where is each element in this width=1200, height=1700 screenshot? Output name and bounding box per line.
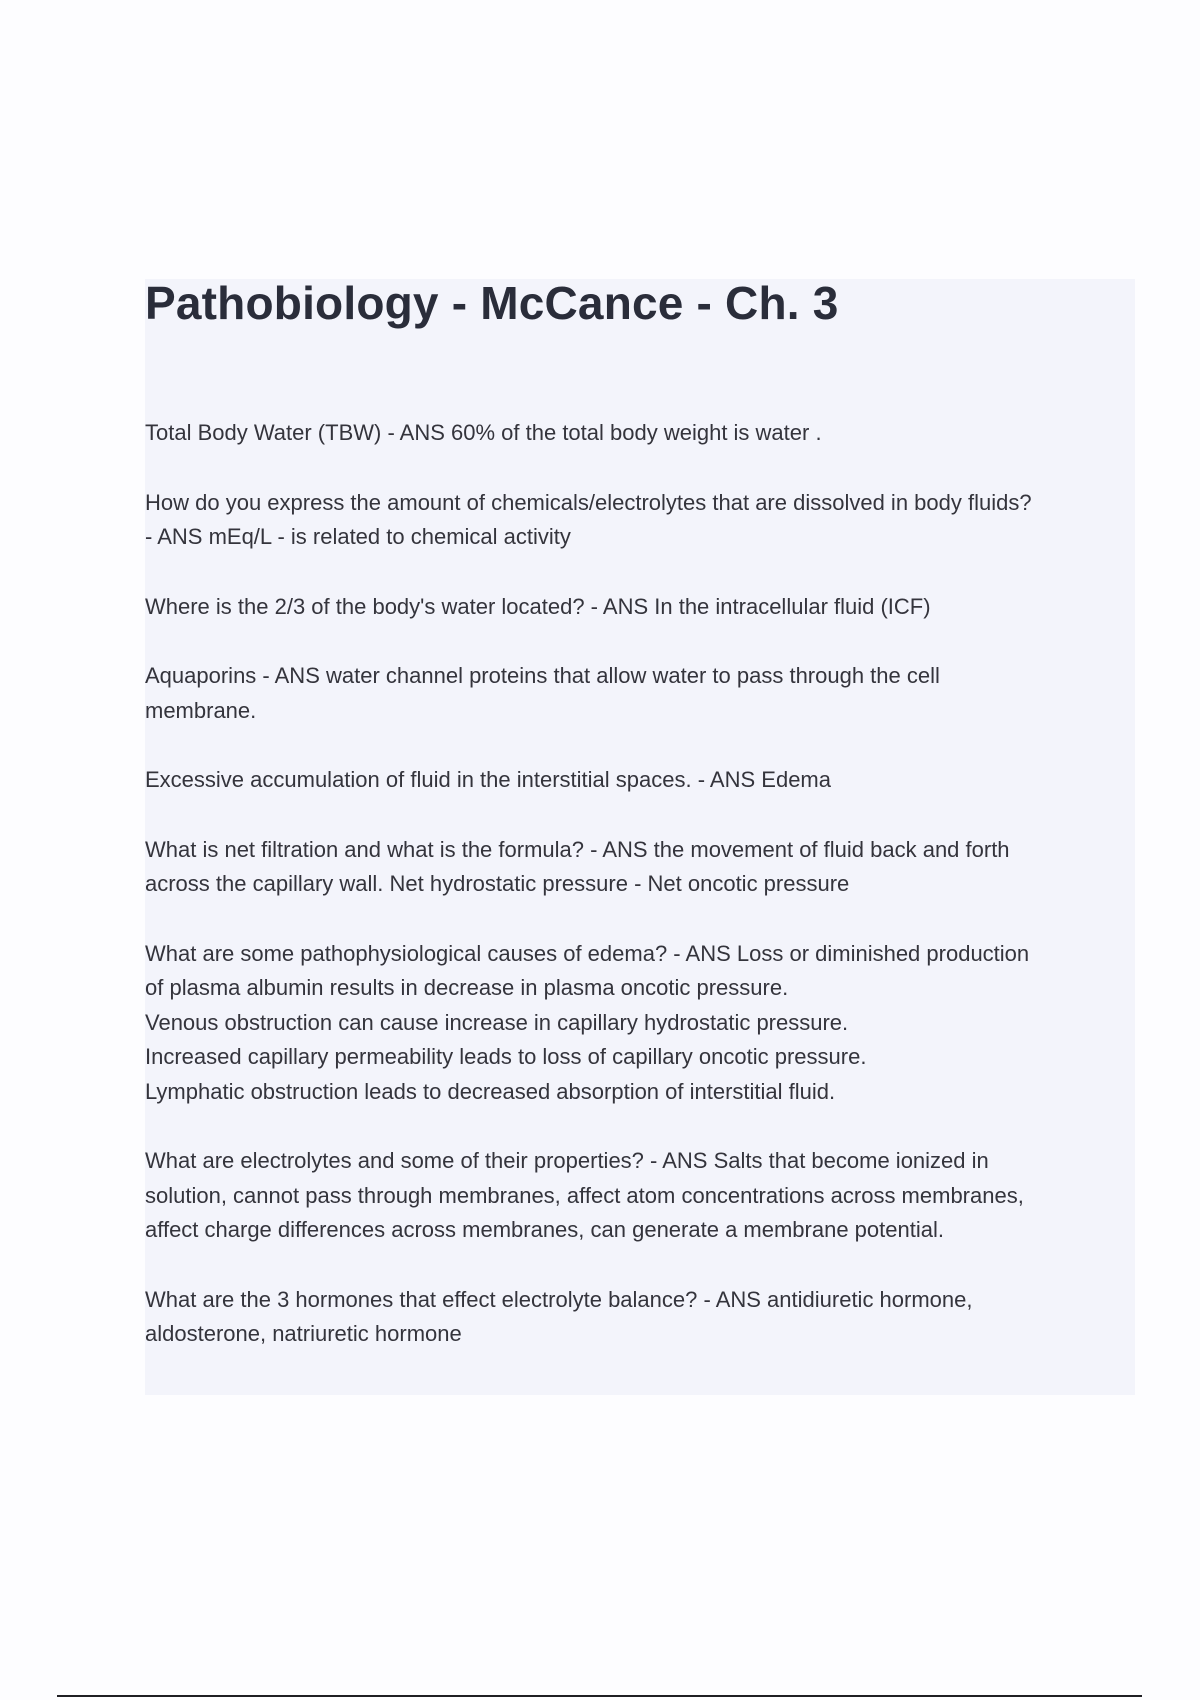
qa-line: Total Body Water (TBW) - ANS 60% of the total body weight is water . <box>145 420 822 445</box>
qa-line: Increased capillary permeability leads to loss of capillary oncotic pressure. <box>145 1044 867 1069</box>
qa-line: Venous obstruction can cause increase in capillary hydrostatic pressure. <box>145 1009 849 1035</box>
qa-line: affect charge differences across membranes, can generate a membrane potential. <box>145 1217 944 1242</box>
qa-line: Aquaporins - ANS water channel proteins that allow water to pass through the cell <box>145 663 940 688</box>
qa-entry <box>145 659 1130 728</box>
qa-line: What is net filtration and what is the formula? - ANS the movement of fluid back and forth <box>145 836 1010 862</box>
qa-entry <box>145 833 1130 902</box>
qa-entry <box>145 1144 1130 1248</box>
qa-entry <box>145 937 1130 1110</box>
qa-line: How do you express the amount of chemicals/electrolytes that are dissolved in body fluids? <box>145 489 1032 515</box>
qa-line: What are the 3 hormones that effect electrolyte balance? - ANS antidiuretic hormone, <box>145 1286 973 1312</box>
qa-line: Excessive accumulation of fluid in the interstitial spaces. - ANS Edema <box>145 767 831 792</box>
qa-entry <box>145 763 1130 798</box>
qa-line: membrane. <box>145 697 257 723</box>
qa-entry <box>145 416 1130 451</box>
qa-entry <box>145 590 1130 625</box>
footer-divider <box>57 1695 1142 1697</box>
qa-line: aldosterone, natriuretic hormone <box>145 1321 462 1346</box>
qa-line: - ANS mEq/L - is related to chemical activity <box>145 524 571 549</box>
qa-line: across the capillary wall. Net hydrostatic pressure - Net oncotic pressure <box>145 871 850 896</box>
qa-line: What are electrolytes and some of their properties? - ANS Salts that become ionized in <box>145 1148 989 1173</box>
qa-line: solution, cannot pass through membranes, affect atom concentrations across membranes, <box>145 1182 1024 1208</box>
qa-line: Where is the 2/3 of the body's water located? - ANS In the intracellular fluid (ICF) <box>145 593 931 619</box>
qa-list <box>145 416 1130 1387</box>
qa-line: of plasma albumin results in decrease in plasma oncotic pressure. <box>145 975 789 1000</box>
document-title: Pathobiology - McCance - Ch. 3 <box>145 277 839 329</box>
qa-line: Lymphatic obstruction leads to decreased absorption of interstitial fluid. <box>145 1078 836 1104</box>
qa-entry <box>145 1283 1130 1352</box>
qa-line: What are some pathophysiological causes of edema? - ANS Loss or diminished production <box>145 940 1030 966</box>
qa-entry <box>145 486 1130 555</box>
